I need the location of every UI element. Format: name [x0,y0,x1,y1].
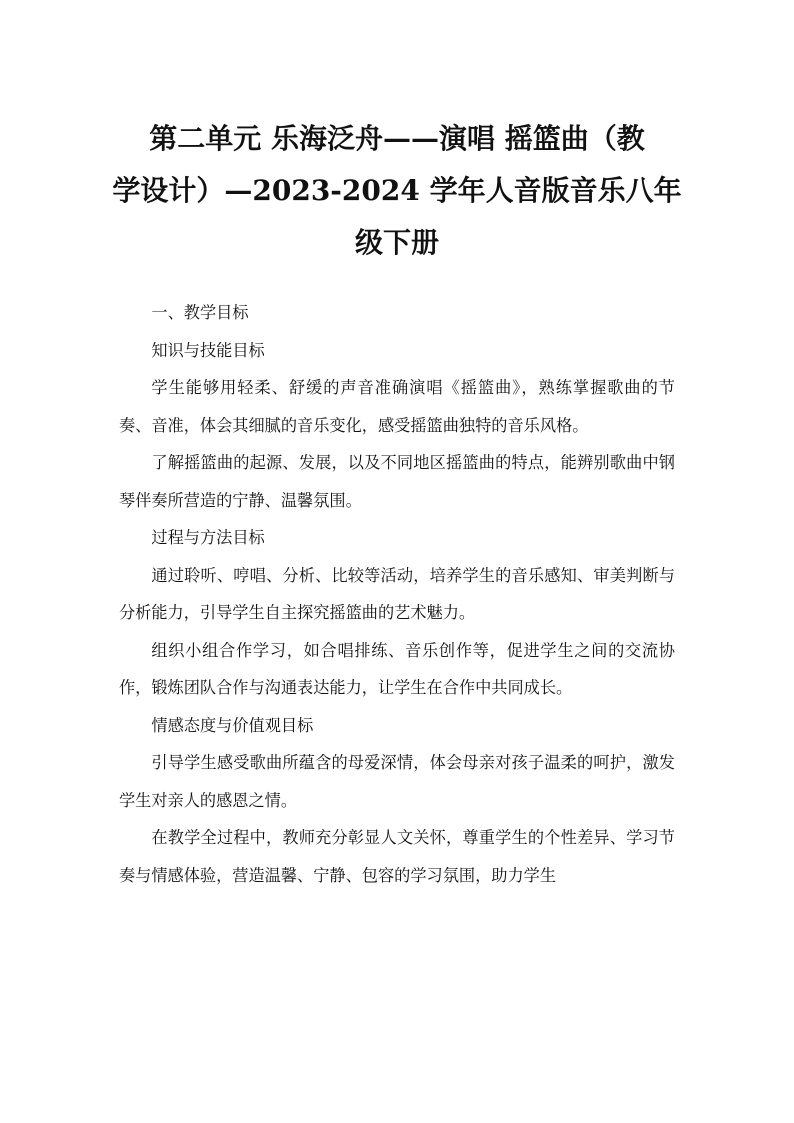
subheading-knowledge-skills: 知识与技能目标 [151,340,265,360]
paragraph-process-2: 组织小组合作学习，如合唱排练、音乐创作等，促进学生之间的交流协作，锻炼团队合作与沟通表达能力，让学生在合作中共同成长。 [119,640,675,697]
subheading-process-methods: 过程与方法目标 [151,528,265,547]
title-line-3: 级下册 [354,226,439,259]
paragraph-emotion-1: 引导学生感受歌曲所蕴含的母爱深情，体会母亲对孩子温柔的呵护，激发学生对亲人的感恩之情。 [119,753,675,810]
subheading-emotion-values: 情感态度与价值观目标 [151,715,314,735]
title-line-2: 学设计）—2023-2024 学年人音版音乐八年 [112,174,682,207]
title-line-1: 第二单元 乐海泛舟——演唱 摇篮曲（教 [149,122,645,155]
section-heading-objectives: 一、教学目标 [151,303,249,322]
document-title [110,113,684,269]
document-body [119,294,675,894]
paragraph-knowledge-1: 学生能够用轻柔、舒缓的声音准确演唱《摇篮曲》，熟练掌握歌曲的节奏、音准，体会其细腻的音乐变化，感受摇篮曲独特的音乐风格。 [119,378,675,435]
paragraph-emotion-2: 在教学全过程中，教师充分彰显人文关怀，尊重学生的个性差异、学习节奏与情感体验，营造温馨、宁静、包容的学习氛围，助力学生 [119,828,675,885]
paragraph-process-1: 通过聆听、哼唱、分析、比较等活动，培养学生的音乐感知、审美判断与分析能力，引导学生自主探究摇篮曲的艺术魅力。 [119,565,675,622]
paragraph-knowledge-2: 了解摇篮曲的起源、发展，以及不同地区摇篮曲的特点，能辨别歌曲中钢琴伴奏所营造的宁静、温馨氛围。 [119,453,675,510]
